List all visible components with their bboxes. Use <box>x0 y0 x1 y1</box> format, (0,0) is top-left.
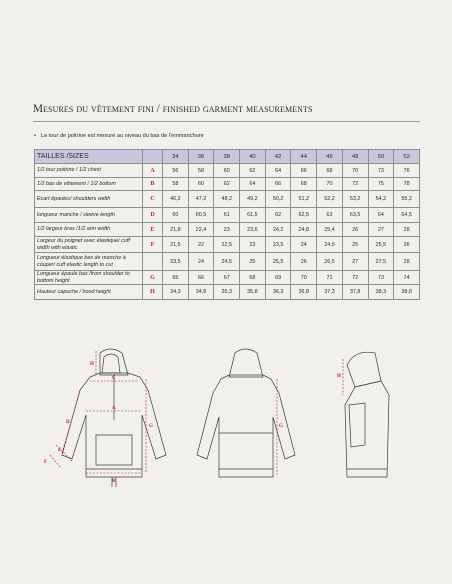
table-row <box>35 285 420 300</box>
measurement-value: 38,3 <box>368 285 394 300</box>
measurement-value: 68 <box>317 164 343 178</box>
measurement-code: A <box>143 164 163 178</box>
table-header-row <box>35 150 420 164</box>
measurement-value: 36,3 <box>265 285 291 300</box>
measurement-code <box>143 253 163 271</box>
size-header: 42 <box>265 150 291 164</box>
size-header: 36 <box>188 150 214 164</box>
measurement-value: 28 <box>394 223 420 237</box>
measurement-value: 67 <box>214 271 240 285</box>
measurement-value: 23,5 <box>265 237 291 253</box>
size-header: 48 <box>342 150 368 164</box>
measurement-value: 54,2 <box>368 191 394 208</box>
measurement-value: 34,3 <box>163 285 189 300</box>
measurement-value: 26,5 <box>317 253 343 271</box>
measurement-value: 78 <box>394 178 420 191</box>
measurement-label: longueur manche / sleeve length <box>35 208 143 223</box>
measurement-value: 68 <box>291 178 317 191</box>
measurement-note <box>34 133 204 139</box>
measurement-value: 64 <box>265 164 291 178</box>
measurement-value: 70 <box>342 164 368 178</box>
table-row <box>35 223 420 237</box>
measurement-value: 25,4 <box>317 223 343 237</box>
size-header: 44 <box>291 150 317 164</box>
measurement-value: 47,2 <box>188 191 214 208</box>
measurement-value: 62 <box>240 164 266 178</box>
measurement-value: 22,4 <box>188 223 214 237</box>
title-divider <box>33 121 420 122</box>
measurement-value: 35,3 <box>214 285 240 300</box>
front-label-c: C <box>112 376 116 381</box>
measurement-value: 49,2 <box>240 191 266 208</box>
measurement-table <box>34 149 420 300</box>
measurement-value: 37,3 <box>317 285 343 300</box>
measurement-value: 66 <box>291 164 317 178</box>
measurement-value: 58 <box>188 164 214 178</box>
measurement-value: 72 <box>342 271 368 285</box>
measurement-value: 36,8 <box>291 285 317 300</box>
measurement-value: 34,8 <box>188 285 214 300</box>
measurement-value: 27,5 <box>368 253 394 271</box>
measurement-value: 23,6 <box>240 223 266 237</box>
measurement-value: 61,5 <box>240 208 266 223</box>
measurement-value: 74 <box>394 271 420 285</box>
size-header: 38 <box>214 150 240 164</box>
measurement-label: Longueur épaule bas /from shoulder to bottom height <box>35 271 143 285</box>
measurement-code: C <box>143 191 163 208</box>
measurement-value: 50,2 <box>265 191 291 208</box>
measurement-code: F <box>143 237 163 253</box>
measurement-value: 62 <box>265 208 291 223</box>
measurement-note-text: Le tour de poitrine est mesuré au niveau du bas de l'emmanchure <box>40 133 204 139</box>
measurement-code: G <box>143 271 163 285</box>
side-label-h: H <box>337 374 341 379</box>
measurement-value: 23,5 <box>163 253 189 271</box>
side-view-drawing <box>325 345 415 495</box>
measurement-value: 46,2 <box>163 191 189 208</box>
measurement-value: 70 <box>291 271 317 285</box>
table-row <box>35 164 420 178</box>
front-label-g: G <box>149 424 153 429</box>
table-row <box>35 253 420 271</box>
measurement-value: 55,2 <box>394 191 420 208</box>
measurement-value: 25,5 <box>368 237 394 253</box>
measurement-value: 23 <box>240 237 266 253</box>
back-label-g: G <box>279 424 283 429</box>
measurement-value: 21,8 <box>163 223 189 237</box>
measurement-value: 22 <box>188 237 214 253</box>
size-header: 52 <box>394 150 420 164</box>
measurement-value: 22,5 <box>214 237 240 253</box>
measurement-value: 27 <box>368 223 394 237</box>
size-header: 46 <box>317 150 343 164</box>
measurement-value: 68 <box>240 271 266 285</box>
table-row <box>35 237 420 253</box>
front-label-h: H <box>90 362 94 367</box>
measurement-value: 65 <box>163 271 189 285</box>
front-label-f: F <box>44 460 48 465</box>
measurement-value: 60 <box>214 164 240 178</box>
measurement-value: 37,8 <box>342 285 368 300</box>
measurement-value: 63 <box>317 208 343 223</box>
measurement-value: 24 <box>291 237 317 253</box>
measurement-value: 66 <box>188 271 214 285</box>
measurement-value: 25,5 <box>265 253 291 271</box>
size-header: 40 <box>240 150 266 164</box>
measurement-value: 27 <box>342 253 368 271</box>
measurement-value: 35,8 <box>240 285 266 300</box>
measurement-value: 66 <box>265 178 291 191</box>
measurement-label: 1/2 bas de vêtement / 1/2 bottom <box>35 178 143 191</box>
measurement-value: 21,5 <box>163 237 189 253</box>
measurement-value: 51,2 <box>291 191 317 208</box>
front-label-e: E <box>58 448 62 453</box>
size-header: 34 <box>163 150 189 164</box>
measurement-label: Hauteur capuche / hood height <box>35 285 143 300</box>
measurement-value: 75 <box>368 178 394 191</box>
measurement-value: 62,5 <box>291 208 317 223</box>
measurement-value: 48,2 <box>214 191 240 208</box>
measurement-code: E <box>143 223 163 237</box>
sizes-header: TAILLES /SIZES <box>35 150 143 164</box>
measurement-value: 25 <box>240 253 266 271</box>
measurement-value: 24,5 <box>214 253 240 271</box>
measurement-value: 71 <box>317 271 343 285</box>
page-title: Mesures du vêtement fini / finished garment measurements <box>33 103 313 115</box>
measurement-label: Largeur du poignet avec élastique/ cuff width with elastic <box>35 237 143 253</box>
measurement-value: 53,2 <box>342 191 368 208</box>
table-row <box>35 208 420 223</box>
measurement-value: 60 <box>188 178 214 191</box>
measurement-value: 23 <box>214 223 240 237</box>
front-label-d: D <box>66 420 70 425</box>
measurement-value: 56 <box>163 164 189 178</box>
table-row <box>35 191 420 208</box>
measurement-label: Ecart épaules/ shoulders width <box>35 191 143 208</box>
measurement-value: 64 <box>368 208 394 223</box>
measurement-value: 73 <box>368 164 394 178</box>
code-header <box>143 150 163 164</box>
measurement-value: 72 <box>342 178 368 191</box>
front-label-b: B <box>112 479 116 484</box>
measurement-value: 26 <box>394 237 420 253</box>
measurement-code: D <box>143 208 163 223</box>
measurement-value: 60 <box>163 208 189 223</box>
measurement-value: 24,5 <box>317 237 343 253</box>
measurement-value: 26 <box>342 223 368 237</box>
measurement-label: Longueur élastique bas de manche à couper/ cuff elastic length to cut <box>35 253 143 271</box>
table-row <box>35 271 420 285</box>
measurement-value: 24 <box>188 253 214 271</box>
back-view-drawing <box>185 345 305 495</box>
measurement-value: 76 <box>394 164 420 178</box>
measurement-code: B <box>143 178 163 191</box>
measurement-value: 62 <box>214 178 240 191</box>
measurement-value: 61 <box>214 208 240 223</box>
measurement-code: H <box>143 285 163 300</box>
table-body <box>35 164 420 300</box>
measurement-value: 64,5 <box>394 208 420 223</box>
measurement-value: 58 <box>163 178 189 191</box>
measurement-value: 60,5 <box>188 208 214 223</box>
measurement-value: 52,2 <box>317 191 343 208</box>
size-header: 50 <box>368 150 394 164</box>
measurement-value: 26 <box>291 253 317 271</box>
technical-drawings <box>0 345 452 495</box>
measurement-value: 24,8 <box>291 223 317 237</box>
measurement-label: 1/2 tour poitrine / 1/2 chest <box>35 164 143 178</box>
measurement-value: 38,8 <box>394 285 420 300</box>
measurement-value: 70 <box>317 178 343 191</box>
measurement-value: 73 <box>368 271 394 285</box>
measurement-value: 24,2 <box>265 223 291 237</box>
measurement-label: 1/2 largeur bras /1/2 arm width <box>35 223 143 237</box>
measurement-value: 63,5 <box>342 208 368 223</box>
measurement-value: 69 <box>265 271 291 285</box>
bullet-icon: • <box>34 133 36 139</box>
table-row <box>35 178 420 191</box>
front-label-a: A <box>112 406 116 411</box>
measurement-value: 28 <box>394 253 420 271</box>
measurement-value: 25 <box>342 237 368 253</box>
front-view-drawing <box>30 345 190 495</box>
measurement-value: 64 <box>240 178 266 191</box>
